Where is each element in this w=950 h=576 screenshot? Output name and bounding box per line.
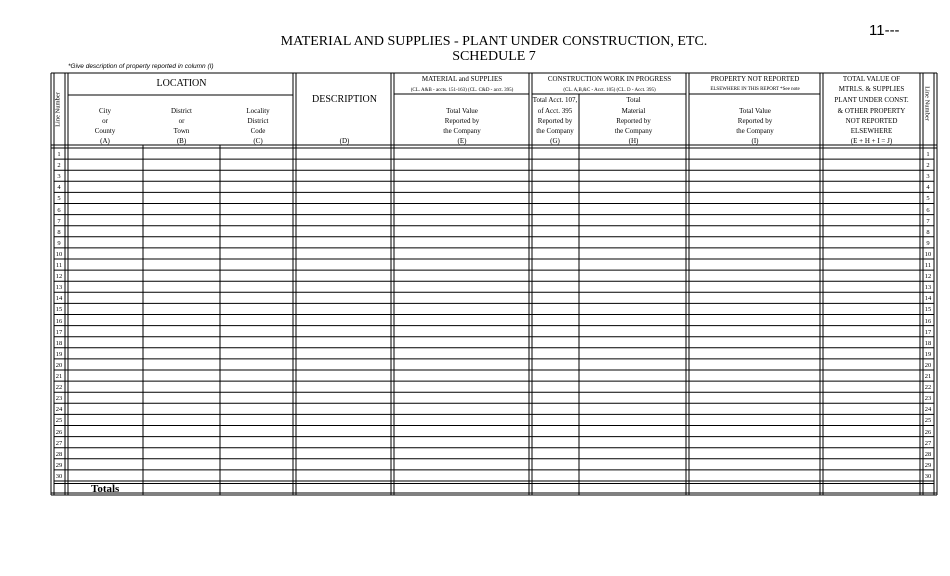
total-value-line-5: NOT REPORTED	[845, 117, 898, 125]
total-value-line-3: PLANT UNDER CONST.	[834, 96, 909, 104]
total-value-line-6: ELSEWHERE	[850, 127, 893, 135]
row-number-left: 3	[57, 173, 61, 181]
row-number-right: 17	[924, 328, 932, 336]
col-b-line-2: or	[178, 117, 185, 125]
row-number-right: 26	[924, 428, 932, 436]
col-e-line-3: the Company	[443, 127, 481, 135]
total-value-line-4: & OTHER PROPERTY	[837, 107, 906, 115]
row-number-right: 25	[924, 417, 932, 425]
col-i-line-2: Reported by	[737, 117, 773, 125]
totals-label: Totals	[91, 483, 120, 495]
col-c-line-1: Locality	[246, 107, 270, 115]
col-letter-h: (H)	[628, 137, 639, 145]
col-h-line-1: Total	[626, 96, 641, 104]
location-header: LOCATION	[156, 78, 207, 89]
row-number-left: 22	[55, 384, 63, 392]
row-number-right: 2	[926, 162, 930, 170]
row-number-right: 15	[924, 306, 932, 314]
col-a-line-3: County	[94, 127, 116, 135]
row-number-right: 29	[924, 461, 932, 469]
row-number-right: 4	[926, 184, 930, 192]
row-number-right: 14	[924, 295, 932, 303]
row-number-right: 27	[924, 439, 932, 447]
description-note: *Give description of property reported in column (I)	[68, 63, 214, 70]
row-number-left: 19	[55, 350, 63, 358]
row-number-right: 21	[924, 373, 932, 380]
col-letter-e: (E)	[457, 137, 467, 145]
row-number-left: 30	[55, 472, 63, 480]
row-number-right: 1	[926, 151, 930, 158]
row-number-left: 9	[57, 239, 61, 247]
col-letter-d: (D)	[339, 137, 350, 145]
row-number-left: 11	[55, 262, 63, 269]
col-letter-c: (C)	[253, 137, 263, 145]
row-number-left: 16	[55, 317, 63, 325]
property-not-reported-subheader: ELSEWHERE IN THIS REPORT *See note	[710, 87, 800, 92]
line-number-label-right: Line Number	[923, 86, 931, 121]
construction-work-subheader: (CL. A,B,&C - Acct. 105) (CL. D - Acct. 395)	[563, 88, 656, 93]
col-g-line-3: Reported by	[537, 117, 573, 125]
col-b-line-3: Town	[173, 127, 190, 135]
row-number-right: 10	[924, 250, 932, 258]
row-number-right: 11	[924, 262, 932, 269]
col-letter-g: (G)	[550, 137, 560, 145]
row-number-left: 25	[55, 417, 63, 425]
col-e-line-2: Reported by	[444, 117, 480, 125]
row-number-left: 28	[55, 450, 63, 458]
row-number-left: 17	[55, 328, 63, 336]
row-number-right: 9	[926, 239, 930, 247]
line-number-label-left: Line Number	[54, 92, 62, 127]
row-number-left: 10	[55, 250, 63, 258]
row-number-right: 19	[924, 350, 932, 358]
col-g-line-1: Total Acct. 107,	[532, 96, 578, 104]
row-number-right: 28	[924, 450, 932, 458]
col-i-line-3: the Company	[736, 127, 774, 135]
row-number-right: 8	[926, 228, 930, 236]
row-number-left: 26	[55, 428, 63, 436]
row-number-left: 15	[55, 306, 63, 314]
material-supplies-subheader: (CL. A&B - accts. 151-163) (CL. C&D - acct. 395)	[410, 88, 514, 93]
row-number-right: 30	[924, 472, 932, 480]
construction-work-header: CONSTRUCTION WORK IN PROGRESS	[547, 75, 672, 83]
col-e-line-1: Total Value	[446, 107, 478, 115]
col-c-line-3: Code	[250, 127, 266, 135]
row-number-left: 4	[57, 184, 61, 192]
col-a-line-1: City	[98, 107, 112, 115]
row-number-right: 23	[924, 395, 932, 403]
row-number-left: 14	[55, 295, 63, 303]
schedule-subtitle: SCHEDULE 7	[452, 49, 536, 64]
row-number-left: 1	[57, 151, 61, 158]
description-header: DESCRIPTION	[311, 94, 377, 105]
row-number-left: 5	[57, 195, 61, 203]
row-number-right: 6	[926, 206, 930, 214]
row-number-left: 7	[57, 217, 61, 225]
row-number-left: 6	[57, 206, 61, 214]
row-number-left: 2	[57, 162, 61, 170]
col-letter-a: (A)	[100, 137, 110, 145]
material-supplies-header: MATERIAL and SUPPLIES	[421, 75, 503, 83]
col-b-line-1: District	[171, 107, 192, 115]
col-h-line-2: Material	[621, 107, 646, 115]
row-number-right: 20	[924, 361, 932, 369]
row-number-left: 12	[55, 273, 63, 281]
col-h-line-3: Reported by	[616, 117, 651, 125]
row-number-right: 3	[926, 173, 930, 181]
col-g-line-2: of Acct. 395	[537, 107, 573, 115]
col-letter-i: (I)	[751, 137, 759, 145]
col-letter-b: (B)	[176, 137, 187, 145]
row-number-right: 24	[924, 406, 932, 414]
col-h-line-4: the Company	[614, 127, 653, 135]
row-number-right: 16	[924, 317, 932, 325]
row-number-left: 27	[55, 439, 63, 447]
row-number-right: 18	[924, 339, 932, 347]
row-number-right: 13	[924, 284, 932, 292]
total-value-line-2: MTRLS. & SUPPLIES	[838, 85, 905, 93]
row-number-right: 12	[924, 273, 932, 281]
col-c-line-2: District	[247, 117, 269, 125]
col-a-line-2: or	[102, 117, 108, 125]
col-letter-j: (E + H + I = J)	[850, 137, 893, 145]
row-number-left: 21	[55, 373, 63, 380]
row-number-right: 7	[926, 217, 930, 225]
row-number-left: 20	[55, 361, 63, 369]
row-number-left: 18	[55, 339, 63, 347]
total-value-line-1: TOTAL VALUE OF	[842, 75, 901, 83]
row-number-left: 23	[55, 395, 63, 403]
row-number-right: 22	[924, 384, 932, 392]
page-number: 11---	[869, 22, 900, 39]
row-number-right: 5	[926, 195, 930, 203]
schedule-title: MATERIAL AND SUPPLIES - PLANT UNDER CONSTRUCTION, ETC.	[280, 34, 708, 49]
row-number-left: 24	[55, 406, 63, 414]
row-number-left: 29	[55, 461, 63, 469]
property-not-reported-header: PROPERTY NOT REPORTED	[710, 75, 800, 83]
row-number-left: 13	[55, 284, 63, 292]
col-g-line-4: the Company	[536, 127, 574, 135]
col-i-line-1: Total Value	[739, 107, 771, 115]
row-number-left: 8	[57, 228, 61, 236]
